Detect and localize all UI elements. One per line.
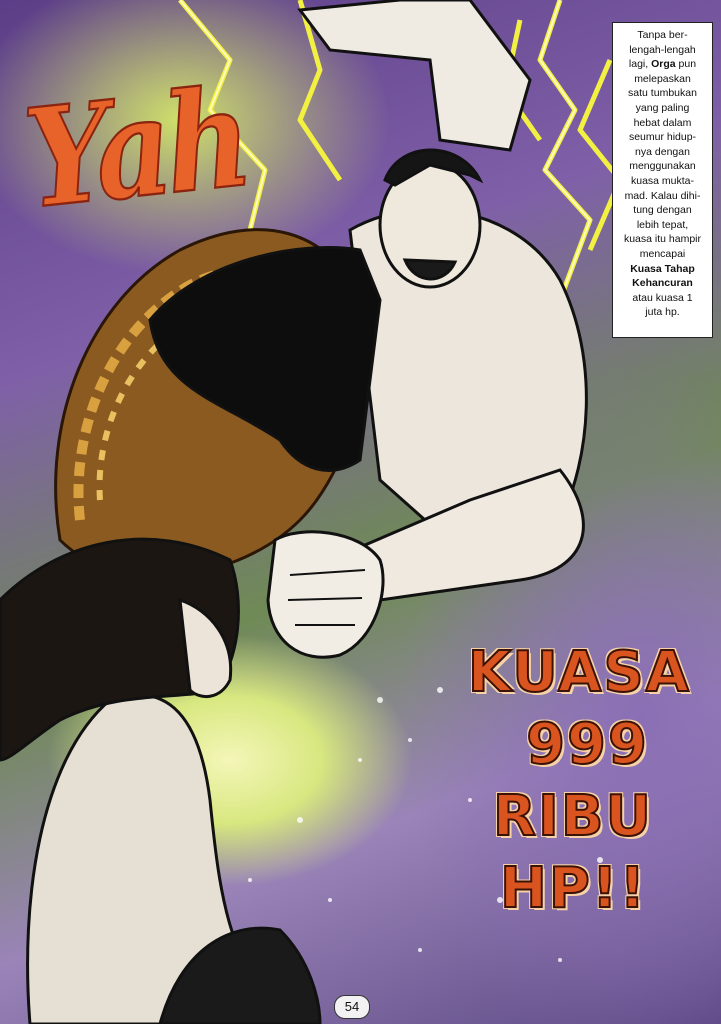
narration-caption: Tanpa ber- lengah-lengah lagi, Orga pun melepaskan satu tumbukan yang paling hebat dalam seumur hidup- nya dengan menggunakan kuasa mukta- mad. Kalau dihi- tung dengan lebih tepat, kuasa itu hampir mencapai Kuasa Tahap Kehancuran atau kuasa 1 juta hp. bbox=[612, 22, 713, 338]
character-name-orga: Orga bbox=[651, 58, 676, 71]
title-line-2: 999 bbox=[526, 712, 649, 777]
sound-effect-text: Yah bbox=[18, 57, 253, 239]
title-line-3: RIBU bbox=[492, 784, 653, 849]
page-number: 54 bbox=[334, 995, 370, 1019]
title-line-4: HP!! bbox=[500, 856, 647, 921]
title-line-1: KUASA bbox=[467, 640, 691, 705]
